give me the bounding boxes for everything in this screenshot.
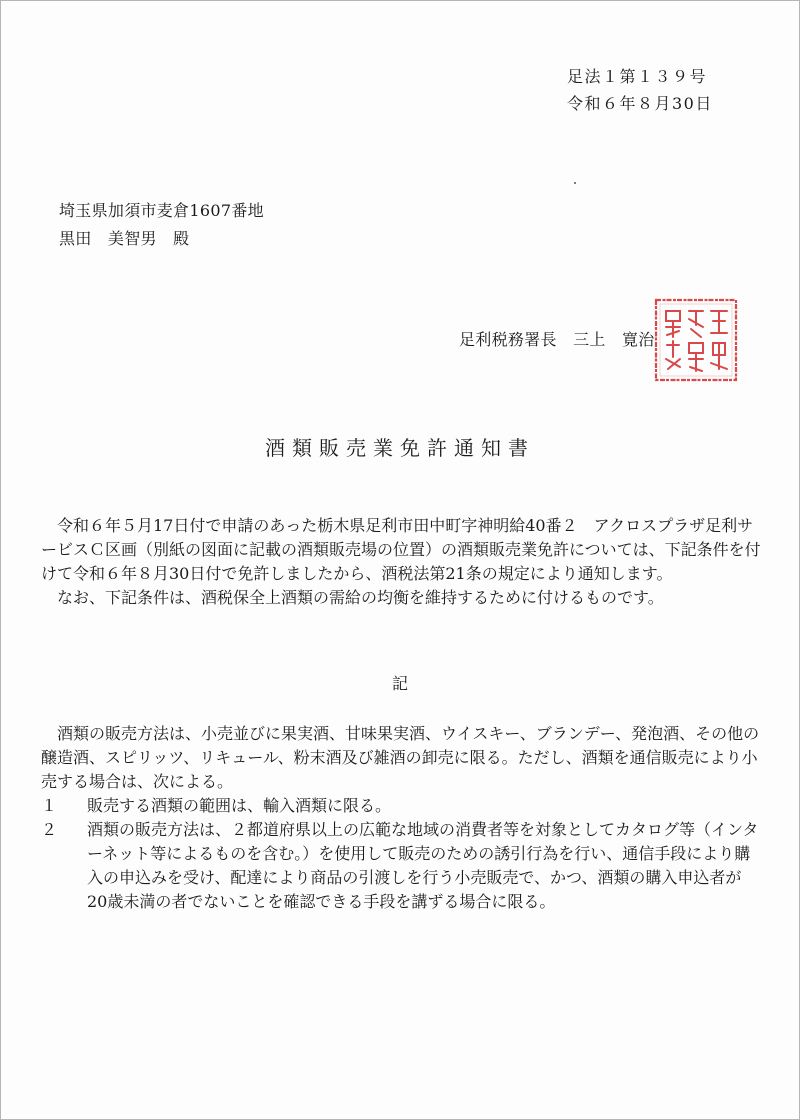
condition-number: ２ [41, 820, 58, 839]
condition-item [41, 818, 761, 914]
condition-text: 販売する酒類の範囲は、輸入酒類に限る。 [87, 796, 392, 815]
condition-text: 酒類の販売方法は、２都道府県以上の広範な地域の消費者等を対象としてカタログ等（インターネット等によるものを含む。）を使用して販売のための誘引行為を行い、通信手段により購入の申込みを受け、配達により商品の引渡しを行う小売販売で、かつ、酒類の購入申込者が20歳未満の者でないことを確認できる手段を講ずる場合に限る。 [87, 820, 759, 911]
reference-number: 足法１第１３９号 [567, 67, 708, 86]
recipient-address: 埼玉県加須市麦倉1607番地 [59, 201, 264, 220]
conditions-intro: 酒類の販売方法は、小売並びに果実酒、甘味果実酒、ウイスキー、ブランデー、発泡酒、その他の醸造酒、スピリッツ、リキュール、粉末酒及び雑酒の卸売に限る。ただし、酒類を通信販売により小売する場合は、次による。 [41, 724, 760, 791]
issuer-name: 足利税務署長 三上 寛治 [459, 330, 655, 349]
recipient-name: 黒田 美智男 殿 [59, 229, 190, 248]
condition-number: １ [41, 796, 58, 815]
official-seal-icon [653, 297, 739, 383]
issue-date: 令和６年８月30日 [567, 94, 713, 113]
notice-body [41, 514, 761, 610]
license-conditions [41, 722, 761, 914]
document-title: 酒類販売業免許通知書 [265, 436, 535, 460]
condition-item [41, 794, 761, 818]
body-paragraph: なお、下記条件は、酒税保全上酒類の需給の均衡を維持するために付けるものです。 [57, 588, 664, 607]
ki-heading: 記 [391, 674, 408, 693]
body-paragraph: 令和６年５月17日付で申請のあった栃木県足利市田中町字神明給40番２ アクロスプラザ足利サービスＣ区画（別紙の図面に記載の酒類販売場の位置）の酒類販売業免許については、下記条件を付けて令和６年８月30日付で免許しましたから、酒税法第21条の規定により通知します。 [41, 516, 761, 583]
scan-speck [574, 182, 576, 184]
